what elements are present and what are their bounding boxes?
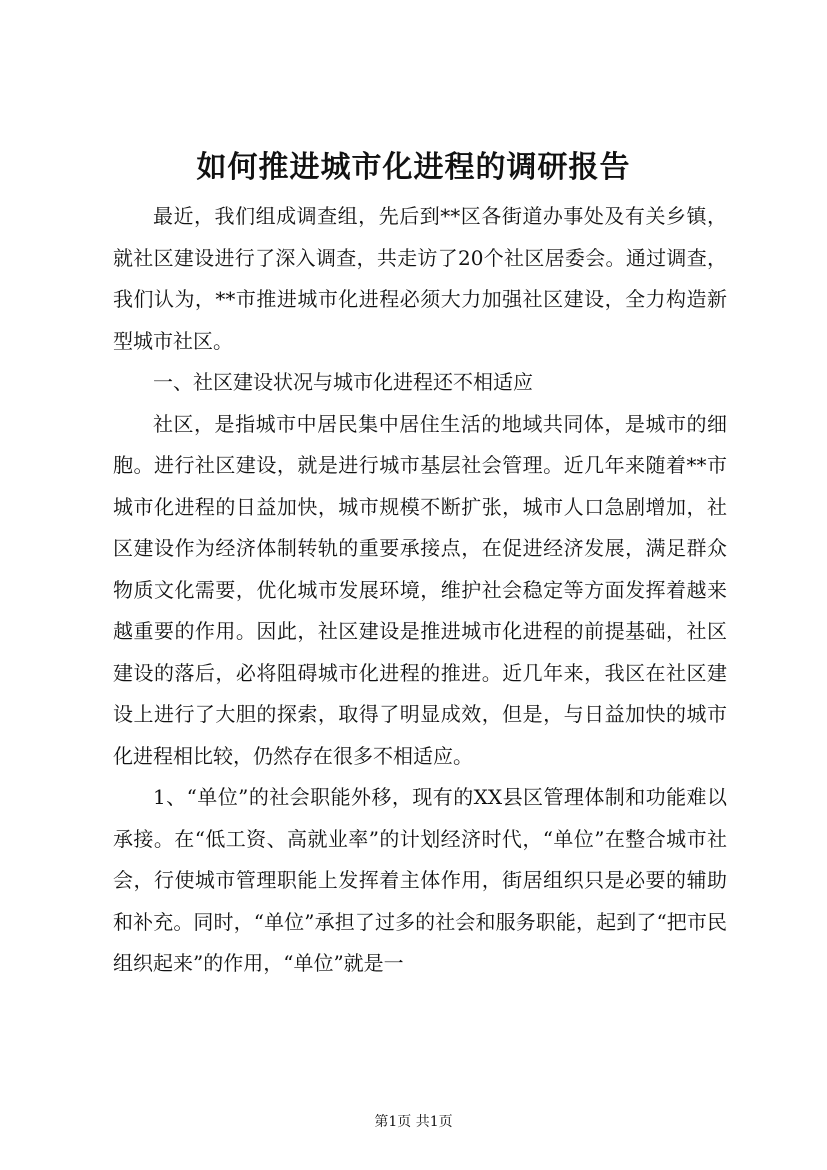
document-body [113,196,727,985]
paragraph-point-1: 1、“单位”的社会职能外移，现有的XX县区管理体制和功能难以承接。在“低工资、高就业率”的计划经济时代，“单位”在整合城市社会，行使城市管理职能上发挥着主体作用，街居组织只是必要的辅助和补充。同时，“单位”承担了过多的社会和服务职能，起到了“把市民组织起来”的作用，“单位”就是一 [113,785,727,975]
paragraph-community-definition: 社区，是指城市中居民集中居住生活的地域共同体，是城市的细胞。进行社区建设，就是进行城市基层社会管理。近几年来随着**市城市化进程的日益加快，城市规模不断扩张，城市人口急剧增加，社区建设作为经济体制转轨的重要承接点，在促进经济发展，满足群众物质文化需要，优化城市发展环境，维护社会稳定等方面发挥着越来越重要的作用。因此，社区建设是推进城市化进程的前提基础，社区建设的落后，必将阻碍城市化进程的推进。近几年来，我区在社区建设上进行了大胆的探索，取得了明显成效，但是，与日益加快的城市化进程相比较，仍然存在很多不相适应。 [113,411,727,768]
page-footer: 第1页 共1页 [374,1114,453,1130]
paragraph-intro: 最近，我们组成调查组，先后到**区各街道办事处及有关乡镇，就社区建设进行了深入调查，共走访了20个社区居委会。通过调查，我们认为，**市推进城市化进程必须大力加强社区建设，全力构造新型城市社区。 [113,204,727,353]
section-heading-1: 一、社区建设状况与城市化进程还不相适应 [153,370,533,394]
document-title: 如何推进城市化进程的调研报告 [196,150,631,185]
